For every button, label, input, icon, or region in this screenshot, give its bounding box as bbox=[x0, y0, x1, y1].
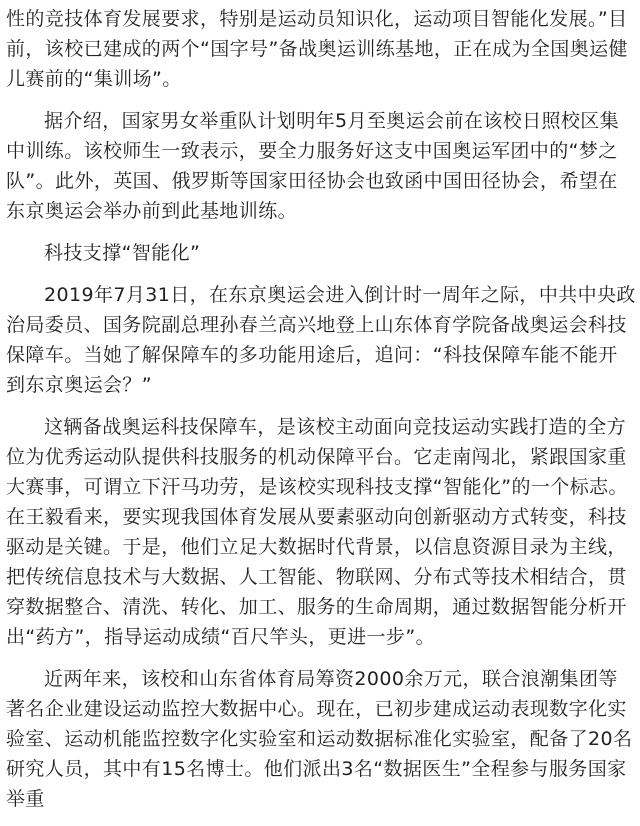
article-paragraph: 2019年7月31日，在东京奥运会进入倒计时一周年之际，中共中央政治局委员、国务院副总理孙春兰高兴地登上山东体育学院备战奥运会科技保障车。当她了解保障车的多功能用途后，追问：“科技保障车能不能开到东京奥运会？” bbox=[6, 284, 636, 396]
article-body bbox=[6, 4, 636, 826]
article-paragraph: 性的竞技体育发展要求，特别是运动员知识化，运动项目智能化发展。”目前，该校已建成的两个“国字号”备战奥运训练基地，正在成为全国奥运健儿赛前的“集训场”。 bbox=[6, 8, 628, 90]
article-paragraph: 近两年来，该校和山东省体育局筹资2000余万元，联合浪潮集团等著名企业建设运动监控大数据中心。现在，已初步建成运动表现数字化实验室、运动机能监控数字化实验室和运动数据标准化实验室，配备了20名研究人员，其中有15名博士。他们派出3名“数据医生”全程参与服务国家举重 bbox=[6, 668, 633, 810]
article-paragraph: 据介绍，国家男女举重队计划明年5月至奥运会前在该校日照校区集中训练。该校师生一致表示，要全力服务好这支中国奥运军团中的“梦之队”。此外，英国、俄罗斯等国家田径协会也致函中国田径协会，希望在东京奥运会举办前到此基地训练。 bbox=[6, 110, 620, 222]
section-heading: 科技支撑“智能化” bbox=[44, 242, 201, 264]
article-paragraph: 这辆备战奥运科技保障车，是该校主动面向竞技运动实践打造的全方位为优秀运动队提供科技服务的机动保障平台。它走南闯北，紧跟国家重大赛事，可谓立下汗马功劳，是该校实现科技支撑“智能化”的一个标志。在王毅看来，要实现我国体育发展从要素驱动向创新驱动方式转变，科技驱动是关键。于是，他们立足大数据时代背景，以信息资源目录为主线，把传统信息技术与大数据、人工智能、物联网、分布式等技术相结合，贯穿数据整合、清洗、转化、加工、服务的生命周期，通过数据智能分析开出“药方”，指导运动成绩“百尺竿头，更进一步”。 bbox=[6, 416, 628, 648]
